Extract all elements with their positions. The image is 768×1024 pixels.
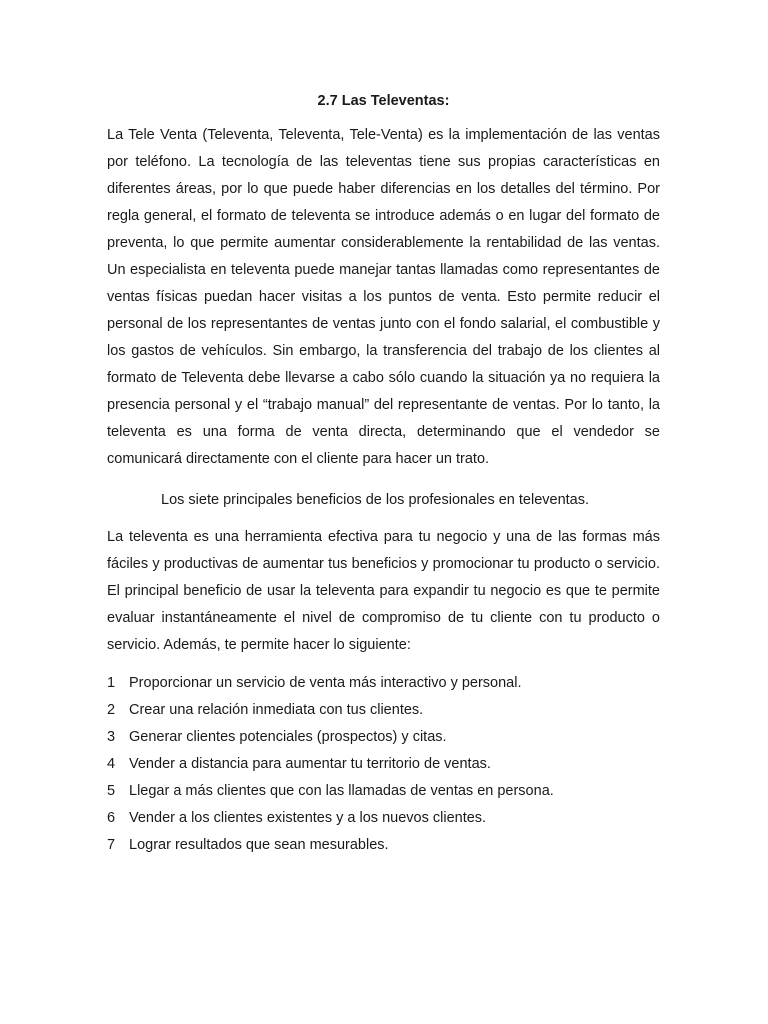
list-item-text: Crear una relación inmediata con tus clientes. xyxy=(129,702,424,718)
list-item xyxy=(107,805,660,832)
list-item-text: Lograr resultados que sean mesurables. xyxy=(129,837,389,853)
benefits-subheading: Los siete principales beneficios de los profesionales en televentas. xyxy=(161,492,590,508)
list-item-text: Llegar a más clientes que con las llamadas de ventas en persona. xyxy=(129,783,554,799)
intro-paragraph: La Tele Venta (Televenta, Televenta, Tele-Venta) es la implementación de las ventas por teléfono. La tecnología de las televentas tiene sus propias características en diferentes áreas, por lo que puede haber diferencias en los detalles del término. Por regla general, el formato de televenta se introduce además o en lugar del formato de preventa, lo que permite aumentar considerablemente la rentabilidad de las ventas. Un especialista en televenta puede manejar tantas llamadas como representantes de ventas físicas puedan hacer visitas a los puntos de venta. Esto permite reducir el personal de los representantes de ventas junto con el fondo salarial, el combustible y los gastos de vehículos. Sin embargo, la transferencia del trabajo de los clientes al formato de Televenta debe llevarse a cabo sólo cuando la situación ya no requiera la presencia personal y el “trabajo manual” del representante de ventas. Por lo tanto, la televenta es una forma de venta directa, determinando que el vendedor se comunicará directamente con el cliente para hacer un trato. xyxy=(107,127,660,467)
list-item xyxy=(107,724,660,751)
list-item-number: 2 xyxy=(107,702,116,718)
benefits-paragraph: La televenta es una herramienta efectiva para tu negocio y una de las formas más fáciles y productivas de aumentar tus beneficios y promocionar tu producto o servicio. El principal beneficio de usar la televenta para expandir tu negocio es que te permite evaluar instantáneamente el nivel de compromiso de tu cliente con tu producto o servicio. Además, te permite hacer lo siguiente: xyxy=(107,529,660,653)
list-item-number: 4 xyxy=(107,756,116,772)
list-item-number: 1 xyxy=(107,675,116,691)
list-item-number: 6 xyxy=(107,810,116,826)
document-page xyxy=(107,92,660,859)
list-item-text: Vender a los clientes existentes y a los nuevos clientes. xyxy=(129,810,487,826)
list-item xyxy=(107,697,660,724)
list-item-number: 7 xyxy=(107,837,116,853)
list-item-text: Proporcionar un servicio de venta más interactivo y personal. xyxy=(129,675,522,691)
list-item-text: Generar clientes potenciales (prospectos) y citas. xyxy=(129,729,447,745)
list-item xyxy=(107,778,660,805)
section-heading: 2.7 Las Televentas: xyxy=(317,93,450,109)
list-item-text: Vender a distancia para aumentar tu territorio de ventas. xyxy=(129,756,491,772)
list-item xyxy=(107,751,660,778)
list-item xyxy=(107,670,660,697)
list-item-number: 3 xyxy=(107,729,116,745)
list-item-number: 5 xyxy=(107,783,116,799)
list-item xyxy=(107,832,660,859)
benefits-list xyxy=(107,670,660,859)
